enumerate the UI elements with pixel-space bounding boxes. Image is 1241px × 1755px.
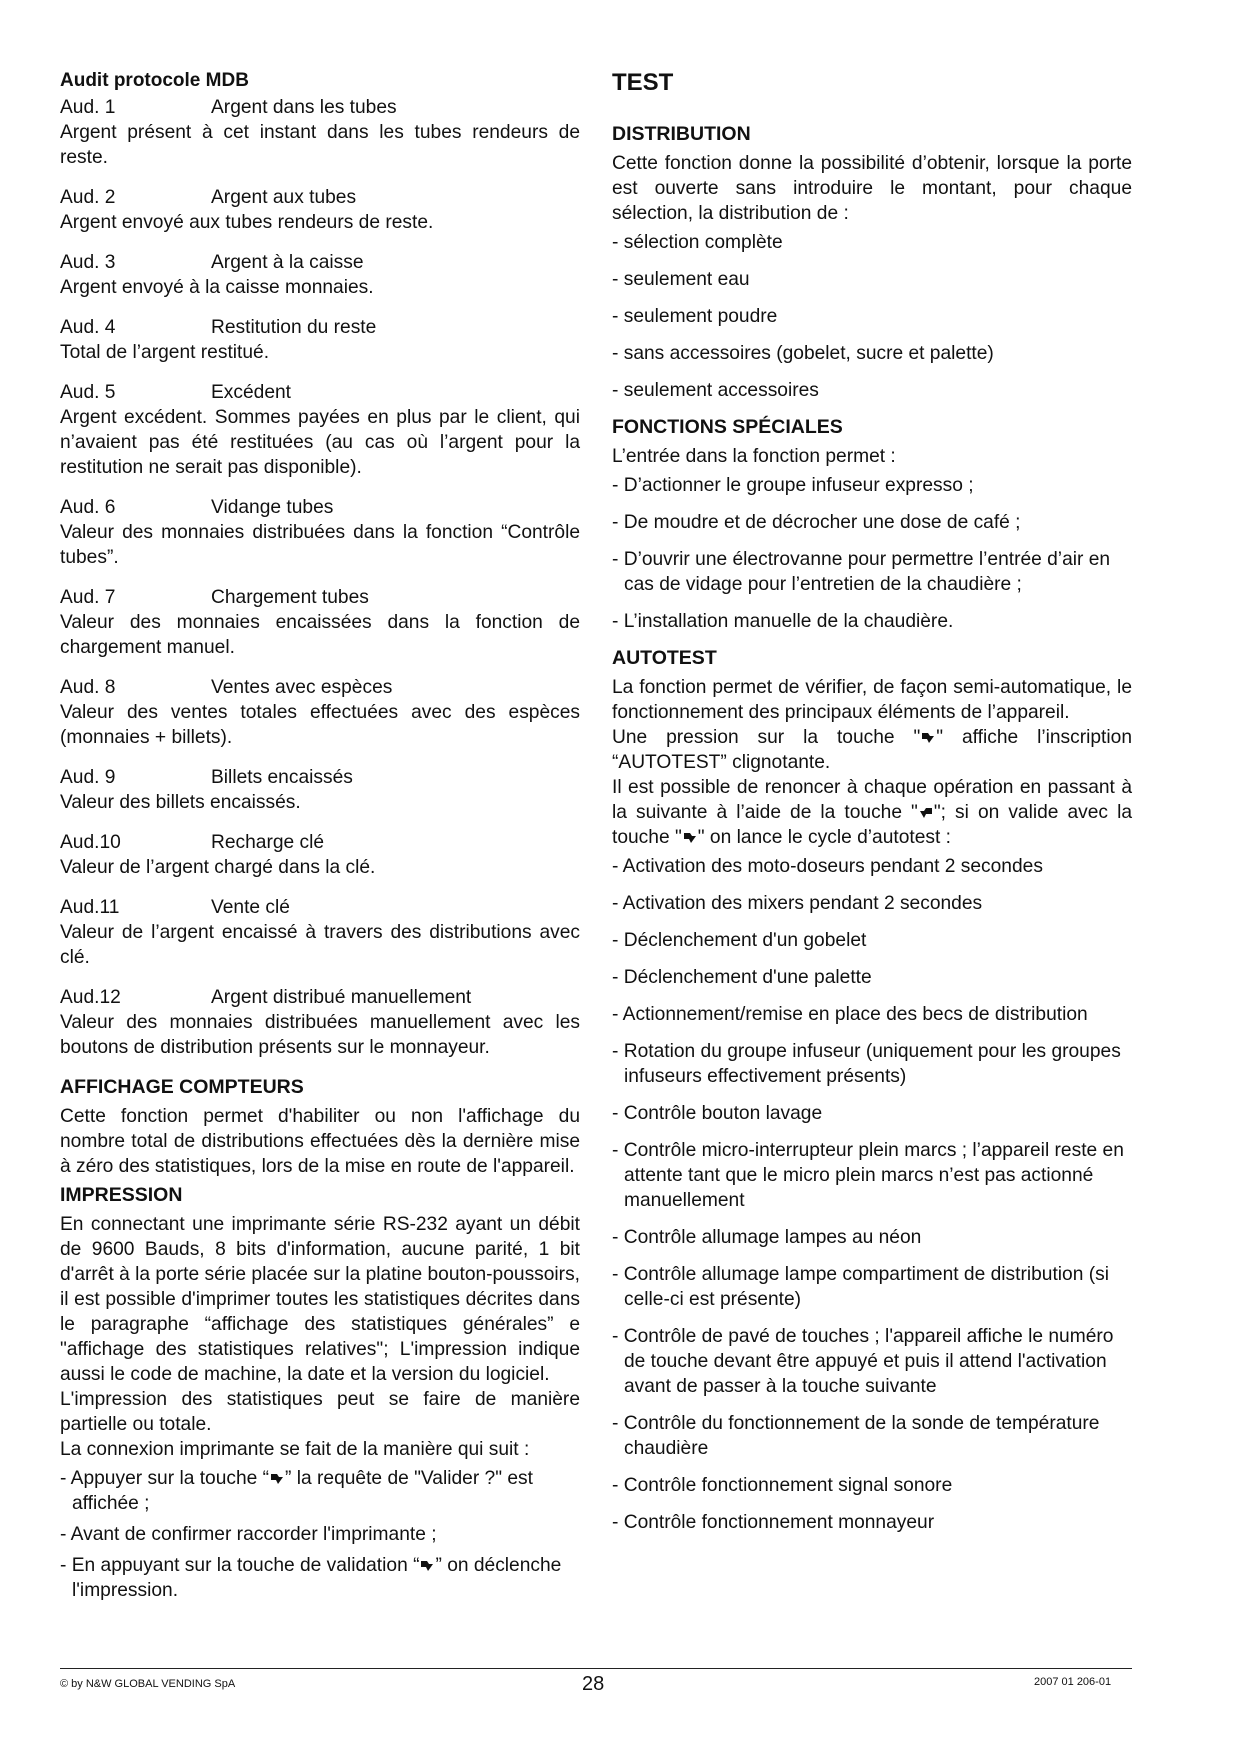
audit-heading — [60, 675, 580, 700]
audit-title-text: Argent aux tubes — [211, 187, 357, 208]
audit-heading — [60, 585, 580, 610]
step-text: ” la requête de "Valider ?" est affichée ; — [72, 1468, 533, 1514]
audit-heading — [60, 495, 580, 520]
autotest-text: "; si on valide avec la touche " — [612, 802, 1132, 848]
list-item: - sans accessoires (gobelet, sucre et palette) — [612, 343, 994, 364]
audit-title-text: Recharge clé — [211, 832, 325, 853]
distribution-section — [612, 122, 1132, 403]
distribution-list — [612, 230, 1132, 403]
list-item: - Rotation du groupe infuseur (uniquement pour les groupes infuseurs effectivement présents) — [612, 1041, 1121, 1087]
autotest-text: " on lance le cycle d’autotest : — [697, 827, 951, 848]
autotest-paragraph-3 — [612, 775, 1132, 850]
audit-title-text: Vidange tubes — [211, 497, 334, 518]
audit-title-text: Restitution du reste — [211, 317, 377, 338]
audit-code: Aud. 4 — [60, 317, 116, 338]
audit-description: Argent excédent. Sommes payées en plus par le client, qui n’avaient pas été restituées (au cas où l’argent pour la restitution ne serait pas disponible). — [60, 407, 580, 478]
left-column — [60, 68, 580, 1609]
list-item: - Contrôle allumage lampes au néon — [612, 1227, 922, 1248]
list-item: - Déclenchement d'une palette — [612, 967, 872, 988]
impression-paragraph-2: L'impression des statistiques peut se faire de manière partielle ou totale. — [60, 1389, 580, 1435]
audit-description: Valeur des monnaies encaissées dans la fonction de chargement manuel. — [60, 612, 580, 658]
audit-description: Valeur des monnaies distribuées manuellement avec les boutons de distribution présents sur le monnayeur. — [60, 1012, 580, 1058]
speciales-text: L’entrée dans la fonction permet : — [612, 446, 896, 467]
speciales-section — [612, 415, 1132, 634]
footer-rule — [60, 1668, 1132, 1669]
speciales-title: FONCTIONS SPÉCIALES — [612, 416, 843, 438]
impression-steps — [60, 1466, 580, 1603]
list-item: - Contrôle fonctionnement signal sonore — [612, 1475, 953, 1496]
audit-title-text: Excédent — [211, 382, 292, 403]
list-item: - seulement poudre — [612, 306, 778, 327]
list-item: - Contrôle du fonctionnement de la sonde de température chaudière — [612, 1413, 1100, 1459]
audit-item — [60, 95, 580, 170]
audit-item — [60, 315, 580, 365]
step-text: - Appuyer sur la touche “ — [60, 1468, 270, 1489]
autotest-title: AUTOTEST — [612, 647, 717, 669]
audit-heading — [60, 765, 580, 790]
audit-heading — [60, 830, 580, 855]
list-item: - Activation des moto-doseurs pendant 2 secondes — [612, 856, 1043, 877]
list-item: - Déclenchement d'un gobelet — [612, 930, 867, 951]
audit-code: Aud. 5 — [60, 382, 116, 403]
audit-code: Aud. 1 — [60, 97, 116, 118]
audit-code: Aud.12 — [60, 987, 121, 1008]
audit-item — [60, 185, 580, 235]
affichage-section — [60, 1075, 580, 1179]
confirm-key-icon — [920, 731, 936, 745]
audit-heading — [60, 95, 580, 120]
list-item: - seulement eau — [612, 269, 750, 290]
list-item: - Contrôle micro-interrupteur plein marcs ; l’appareil reste en attente tant que le micro plein marcs n’est pas actionné manuellement — [612, 1140, 1124, 1211]
list-item: - Contrôle de pavé de touches ; l'appareil affiche le numéro de touche devant être appuyé et puis il attend l'activation avant de passer à la touche suivante — [612, 1326, 1114, 1397]
list-item: - Contrôle fonctionnement monnayeur — [612, 1512, 935, 1533]
list-item: - Avant de confirmer raccorder l'imprimante ; — [60, 1524, 437, 1545]
list-item: - seulement accessoires — [612, 380, 819, 401]
audit-description: Valeur de l’argent encaissé à travers des distributions avec clé. — [60, 922, 580, 968]
audit-heading — [60, 315, 580, 340]
audit-title-text: Chargement tubes — [211, 587, 369, 608]
confirm-key-icon — [419, 1559, 435, 1573]
audit-description: Valeur des ventes totales effectuées avec des espèces (monnaies + billets). — [60, 702, 580, 748]
footer-document-code: 2007 01 206-01 — [1034, 1676, 1112, 1688]
audit-description: Valeur des billets encaissés. — [60, 792, 301, 813]
audit-heading — [60, 250, 580, 275]
audit-item — [60, 765, 580, 815]
autotest-text: Il est possible de renoncer à chaque opération en passant à la suivante à l’aide de la touche " — [612, 777, 1132, 823]
autotest-text: " affiche l’inscription “AUTOTEST” clignotante. — [612, 727, 1132, 773]
audit-code: Aud. 9 — [60, 767, 116, 788]
step-text: - En appuyant sur la touche de validation “ — [60, 1555, 420, 1576]
audit-item — [60, 380, 580, 480]
list-item: - L’installation manuelle de la chaudière. — [612, 611, 954, 632]
impression-paragraph-3: La connexion imprimante se fait de la manière qui suit : — [60, 1439, 530, 1460]
audit-list — [60, 95, 580, 1060]
list-item: - D’ouvrir une électrovanne pour permettre l’entrée d’air en cas de vidage pour l’entretien de la chaudière ; — [612, 549, 1111, 595]
page-number: 28 — [582, 1673, 605, 1695]
audit-code: Aud. 7 — [60, 587, 116, 608]
audit-description: Total de l’argent restitué. — [60, 342, 270, 363]
autotest-paragraph-1: La fonction permet de vérifier, de façon semi-automatique, le fonctionnement des principaux éléments de l’appareil. — [612, 677, 1132, 723]
audit-code: Aud.11 — [60, 897, 120, 918]
audit-description: Argent présent à cet instant dans les tubes rendeurs de reste. — [60, 122, 580, 168]
audit-item — [60, 250, 580, 300]
right-column — [612, 68, 1132, 1547]
list-item: - Contrôle allumage lampe compartiment de distribution (si celle-ci est présente) — [612, 1264, 1109, 1310]
list-item: - D’actionner le groupe infuseur expresso ; — [612, 475, 974, 496]
impression-section — [60, 1183, 580, 1603]
audit-title-text: Ventes avec espèces — [211, 677, 393, 698]
list-item: - Contrôle bouton lavage — [612, 1103, 823, 1124]
affichage-title: AFFICHAGE COMPTEURS — [60, 1076, 304, 1098]
impression-paragraph-1: En connectant une imprimante série RS-232 ayant un débit de 9600 Bauds, 8 bits d'information, aucune parité, 1 bit d'arrêt à la porte série placée sur la platine bouton-poussoirs, il est possible d'imprimer toutes les statistiques décrites dans le paragraphe “affichage des statistiques générales” e "affichage des statistiques relatives"; L'impression indique aussi le code de machine, la date et la version du logiciel. — [60, 1214, 580, 1385]
audit-code: Aud. 3 — [60, 252, 116, 273]
affichage-text: Cette fonction permet d'habiliter ou non l'affichage du nombre total de distributions effectuées dès la dernière mise à zéro des statistiques, lors de la mise en route de l'appareil. — [60, 1106, 580, 1177]
audit-item — [60, 585, 580, 660]
audit-title-text: Argent dans les tubes — [211, 97, 397, 118]
audit-item — [60, 895, 580, 970]
audit-title-text: Argent à la caisse — [211, 252, 364, 273]
list-item: - Activation des mixers pendant 2 secondes — [612, 893, 983, 914]
autotest-paragraph-2 — [612, 725, 1132, 775]
confirm-key-icon — [269, 1472, 285, 1486]
impression-title: IMPRESSION — [60, 1184, 183, 1206]
audit-heading — [60, 380, 580, 405]
distribution-text: Cette fonction donne la possibilité d’obtenir, lorsque la porte est ouverte sans introduire le montant, pour chaque sélection, la distribution de : — [612, 153, 1132, 224]
next-key-icon — [918, 806, 934, 820]
audit-code: Aud. 8 — [60, 677, 116, 698]
audit-description: Argent envoyé aux tubes rendeurs de reste. — [60, 212, 434, 233]
audit-title-text: Argent distribué manuellement — [211, 987, 472, 1008]
list-item — [60, 1553, 580, 1603]
audit-code: Aud. 2 — [60, 187, 116, 208]
step-text: ” on déclenche l'impression. — [72, 1555, 562, 1601]
speciales-list — [612, 473, 1132, 634]
footer-copyright: © by N&W GLOBAL VENDING SpA — [60, 1678, 236, 1690]
audit-heading — [60, 185, 580, 210]
audit-code: Aud.10 — [60, 832, 121, 853]
list-item: - De moudre et de décrocher une dose de café ; — [612, 512, 1021, 533]
distribution-title: DISTRIBUTION — [612, 123, 751, 145]
autotest-text: Une pression sur la touche " — [612, 727, 921, 748]
audit-description: Argent envoyé à la caisse monnaies. — [60, 277, 374, 298]
confirm-key-icon — [682, 831, 698, 845]
audit-description: Valeur des monnaies distribuées dans la fonction “Contrôle tubes”. — [60, 522, 580, 568]
audit-title: Audit protocole MDB — [60, 70, 249, 91]
audit-title-text: Vente clé — [211, 897, 290, 918]
autotest-section — [612, 646, 1132, 1535]
audit-code: Aud. 6 — [60, 497, 116, 518]
list-item: - sélection complète — [612, 232, 783, 253]
list-item: - Actionnement/remise en place des becs de distribution — [612, 1004, 1088, 1025]
audit-description: Valeur de l’argent chargé dans la clé. — [60, 857, 376, 878]
list-item — [60, 1466, 580, 1516]
test-title: TEST — [612, 69, 674, 96]
audit-item — [60, 675, 580, 750]
audit-item — [60, 830, 580, 880]
audit-heading — [60, 895, 580, 920]
autotest-list — [612, 854, 1132, 1535]
audit-item — [60, 985, 580, 1060]
audit-heading — [60, 985, 580, 1010]
audit-item — [60, 495, 580, 570]
audit-title-text: Billets encaissés — [211, 767, 353, 788]
